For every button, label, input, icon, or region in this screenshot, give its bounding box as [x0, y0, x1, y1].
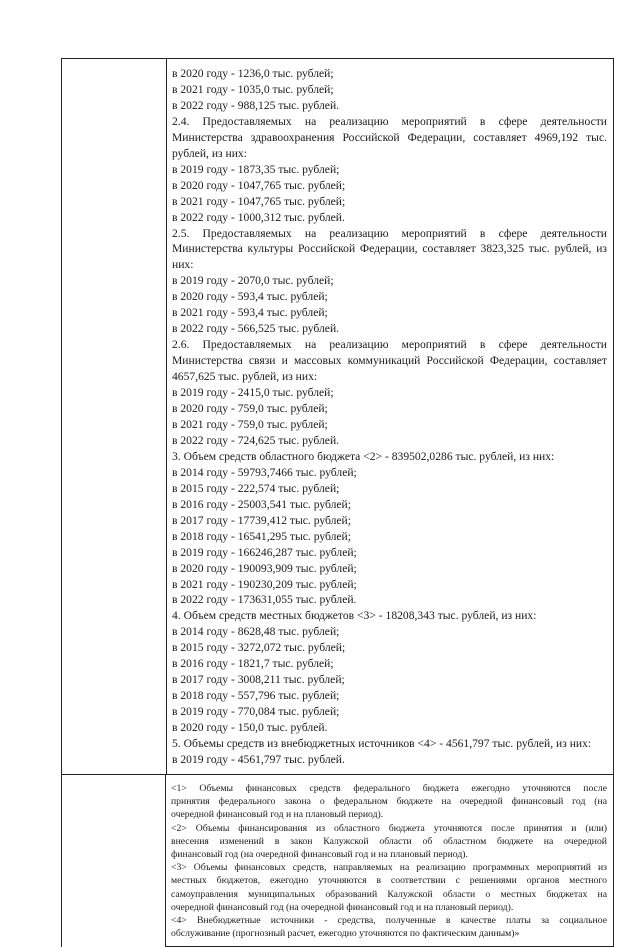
text-line: в 2021 году - 190230,209 тыс. рублей; — [172, 577, 357, 591]
footnote-line: обслуживание (прогнозный расчет, ежегодно уточняются по фактическим данным)» — [171, 928, 520, 940]
text-line: в 2019 году - 4561,797 тыс. рублей. — [172, 752, 345, 766]
footnote-spacer — [61, 775, 165, 947]
value-cell — [167, 59, 614, 774]
text-line: в 2015 году - 3272,072 тыс. рублей; — [172, 641, 346, 655]
text-line: в 2019 году - 2415,0 тыс. рублей; — [172, 386, 334, 400]
text-line: в 2017 году - 3008,211 тыс. рублей; — [172, 673, 345, 687]
footnote-line: <2> Объемы финансирования из областного бюджета уточняются после принятия и (или) — [171, 822, 607, 834]
text-line: в 2019 году - 1873,35 тыс. рублей; — [172, 162, 340, 176]
footnote-line: <3> Объемы финансовых средств, направляемых на реализацию программных мероприятий из — [171, 862, 607, 874]
budget-table — [61, 58, 614, 947]
text-line: в 2020 году - 1047,765 тыс. рублей; — [172, 178, 346, 192]
text-line: в 2014 году - 8628,48 тыс. рублей; — [172, 625, 340, 639]
text-line: в 2018 году - 557,796 тыс. рублей; — [172, 689, 340, 703]
text-line: в 2017 году - 17739,412 тыс. рублей; — [172, 513, 351, 527]
text-line: в 2021 году - 759,0 тыс. рублей; — [172, 417, 328, 431]
budget-row — [62, 59, 614, 775]
footnote-row — [61, 775, 614, 947]
text-line: рублей, из них: — [172, 146, 247, 160]
text-line: 5. Объемы средств из внебюджетных источников <4> - 4561,797 тыс. рублей, из них: — [172, 737, 592, 751]
text-line: в 2016 году - 1821,7 тыс. рублей; — [172, 657, 334, 671]
text-line: в 2022 году - 1000,312 тыс. рублей. — [172, 210, 345, 224]
text-line: в 2016 году - 25003,541 тыс. рублей; — [172, 497, 351, 511]
footnote-line: <4> Внебюджетные источники - средства, полученные в качестве платы за социальное — [171, 914, 607, 926]
text-line: в 2021 году - 1035,0 тыс. рублей; — [172, 82, 334, 96]
text-line: в 2021 году - 1047,765 тыс. рублей; — [172, 194, 346, 208]
text-line: в 2022 году - 173631,055 тыс. рублей. — [172, 593, 357, 607]
text-line: Министерства культуры Российской Федерации, составляет 3823,325 тыс. рублей, из — [172, 242, 607, 256]
footnotes — [165, 775, 614, 947]
text-line: 3. Объем средств областного бюджета <2> - 839502,0286 тыс. рублей, из них: — [172, 449, 555, 463]
text-line: в 2021 году - 593,4 тыс. рублей; — [172, 306, 328, 320]
footnote-line: <1> Объемы финансовых средств федерального бюджета ежегодно уточняются после — [171, 782, 607, 794]
text-line: в 2022 году - 988,125 тыс. рублей. — [172, 98, 340, 112]
text-line: 2.4. Предоставляемых на реализацию мероприятий в сфере деятельности — [172, 114, 607, 128]
text-line: в 2019 году - 166246,287 тыс. рублей; — [172, 545, 357, 559]
text-line: в 2020 году - 150,0 тыс. рублей. — [172, 721, 328, 735]
footnote-line: местных бюджетов, ежегодно уточняются в соответствии с решениями органов местного — [171, 875, 607, 887]
text-line: 2.6. Предоставляемых на реализацию мероприятий в сфере деятельности — [172, 338, 607, 352]
text-line: них: — [172, 258, 194, 272]
text-line: в 2019 году - 770,084 тыс. рублей; — [172, 705, 340, 719]
text-line: 2.5. Предоставляемых на реализацию мероприятий в сфере деятельности — [172, 226, 607, 240]
text-line: в 2019 году - 2070,0 тыс. рублей; — [172, 274, 334, 288]
text-line: в 2020 году - 1236,0 тыс. рублей; — [172, 67, 334, 80]
footnote-line: очередной финансовый год (на очередной финансовый год и на плановый период). — [171, 901, 514, 913]
text-line: Министерства здравоохранения Российской Федерации, составляет 4969,192 тыс. — [172, 130, 607, 144]
text-line: 4657,625 тыс. рублей, из них: — [172, 370, 318, 384]
footnote-line: финансовый год (на очередной финансовый год и на плановый период). — [171, 848, 468, 860]
text-line: в 2018 году - 16541,295 тыс. рублей; — [172, 529, 351, 543]
text-line: в 2014 году - 59793,7466 тыс. рублей; — [172, 465, 357, 479]
text-line: Министерства связи и массовых коммуникаций Российской Федерации, составляет — [172, 354, 607, 368]
footnote-line: внесения изменений в закон Калужской области об областном бюджете на очередной — [171, 835, 607, 847]
text-line: в 2022 году - 566,525 тыс. рублей. — [172, 322, 340, 336]
text-line: в 2020 году - 759,0 тыс. рублей; — [172, 402, 328, 416]
text-line: в 2022 году - 724,625 тыс. рублей. — [172, 433, 340, 447]
funding-text — [167, 59, 613, 774]
text-line: в 2020 году - 593,4 тыс. рублей; — [172, 290, 328, 304]
footnote-line: очередной финансовый год и на плановый период). — [171, 809, 384, 821]
text-line: в 2020 году - 190093,909 тыс. рублей; — [172, 561, 357, 575]
label-cell — [62, 59, 167, 774]
text-line: в 2015 году - 222,574 тыс. рублей; — [172, 481, 340, 495]
footnote-line: самоуправления муниципальных образований Калужской области о местных бюджетах на — [171, 888, 607, 900]
text-line: 4. Объем средств местных бюджетов <3> - 18208,343 тыс. рублей, из них: — [172, 609, 537, 623]
footnote-line: принятия федерального закона о федеральном бюджете на очередной финансовый год (на — [171, 796, 607, 808]
